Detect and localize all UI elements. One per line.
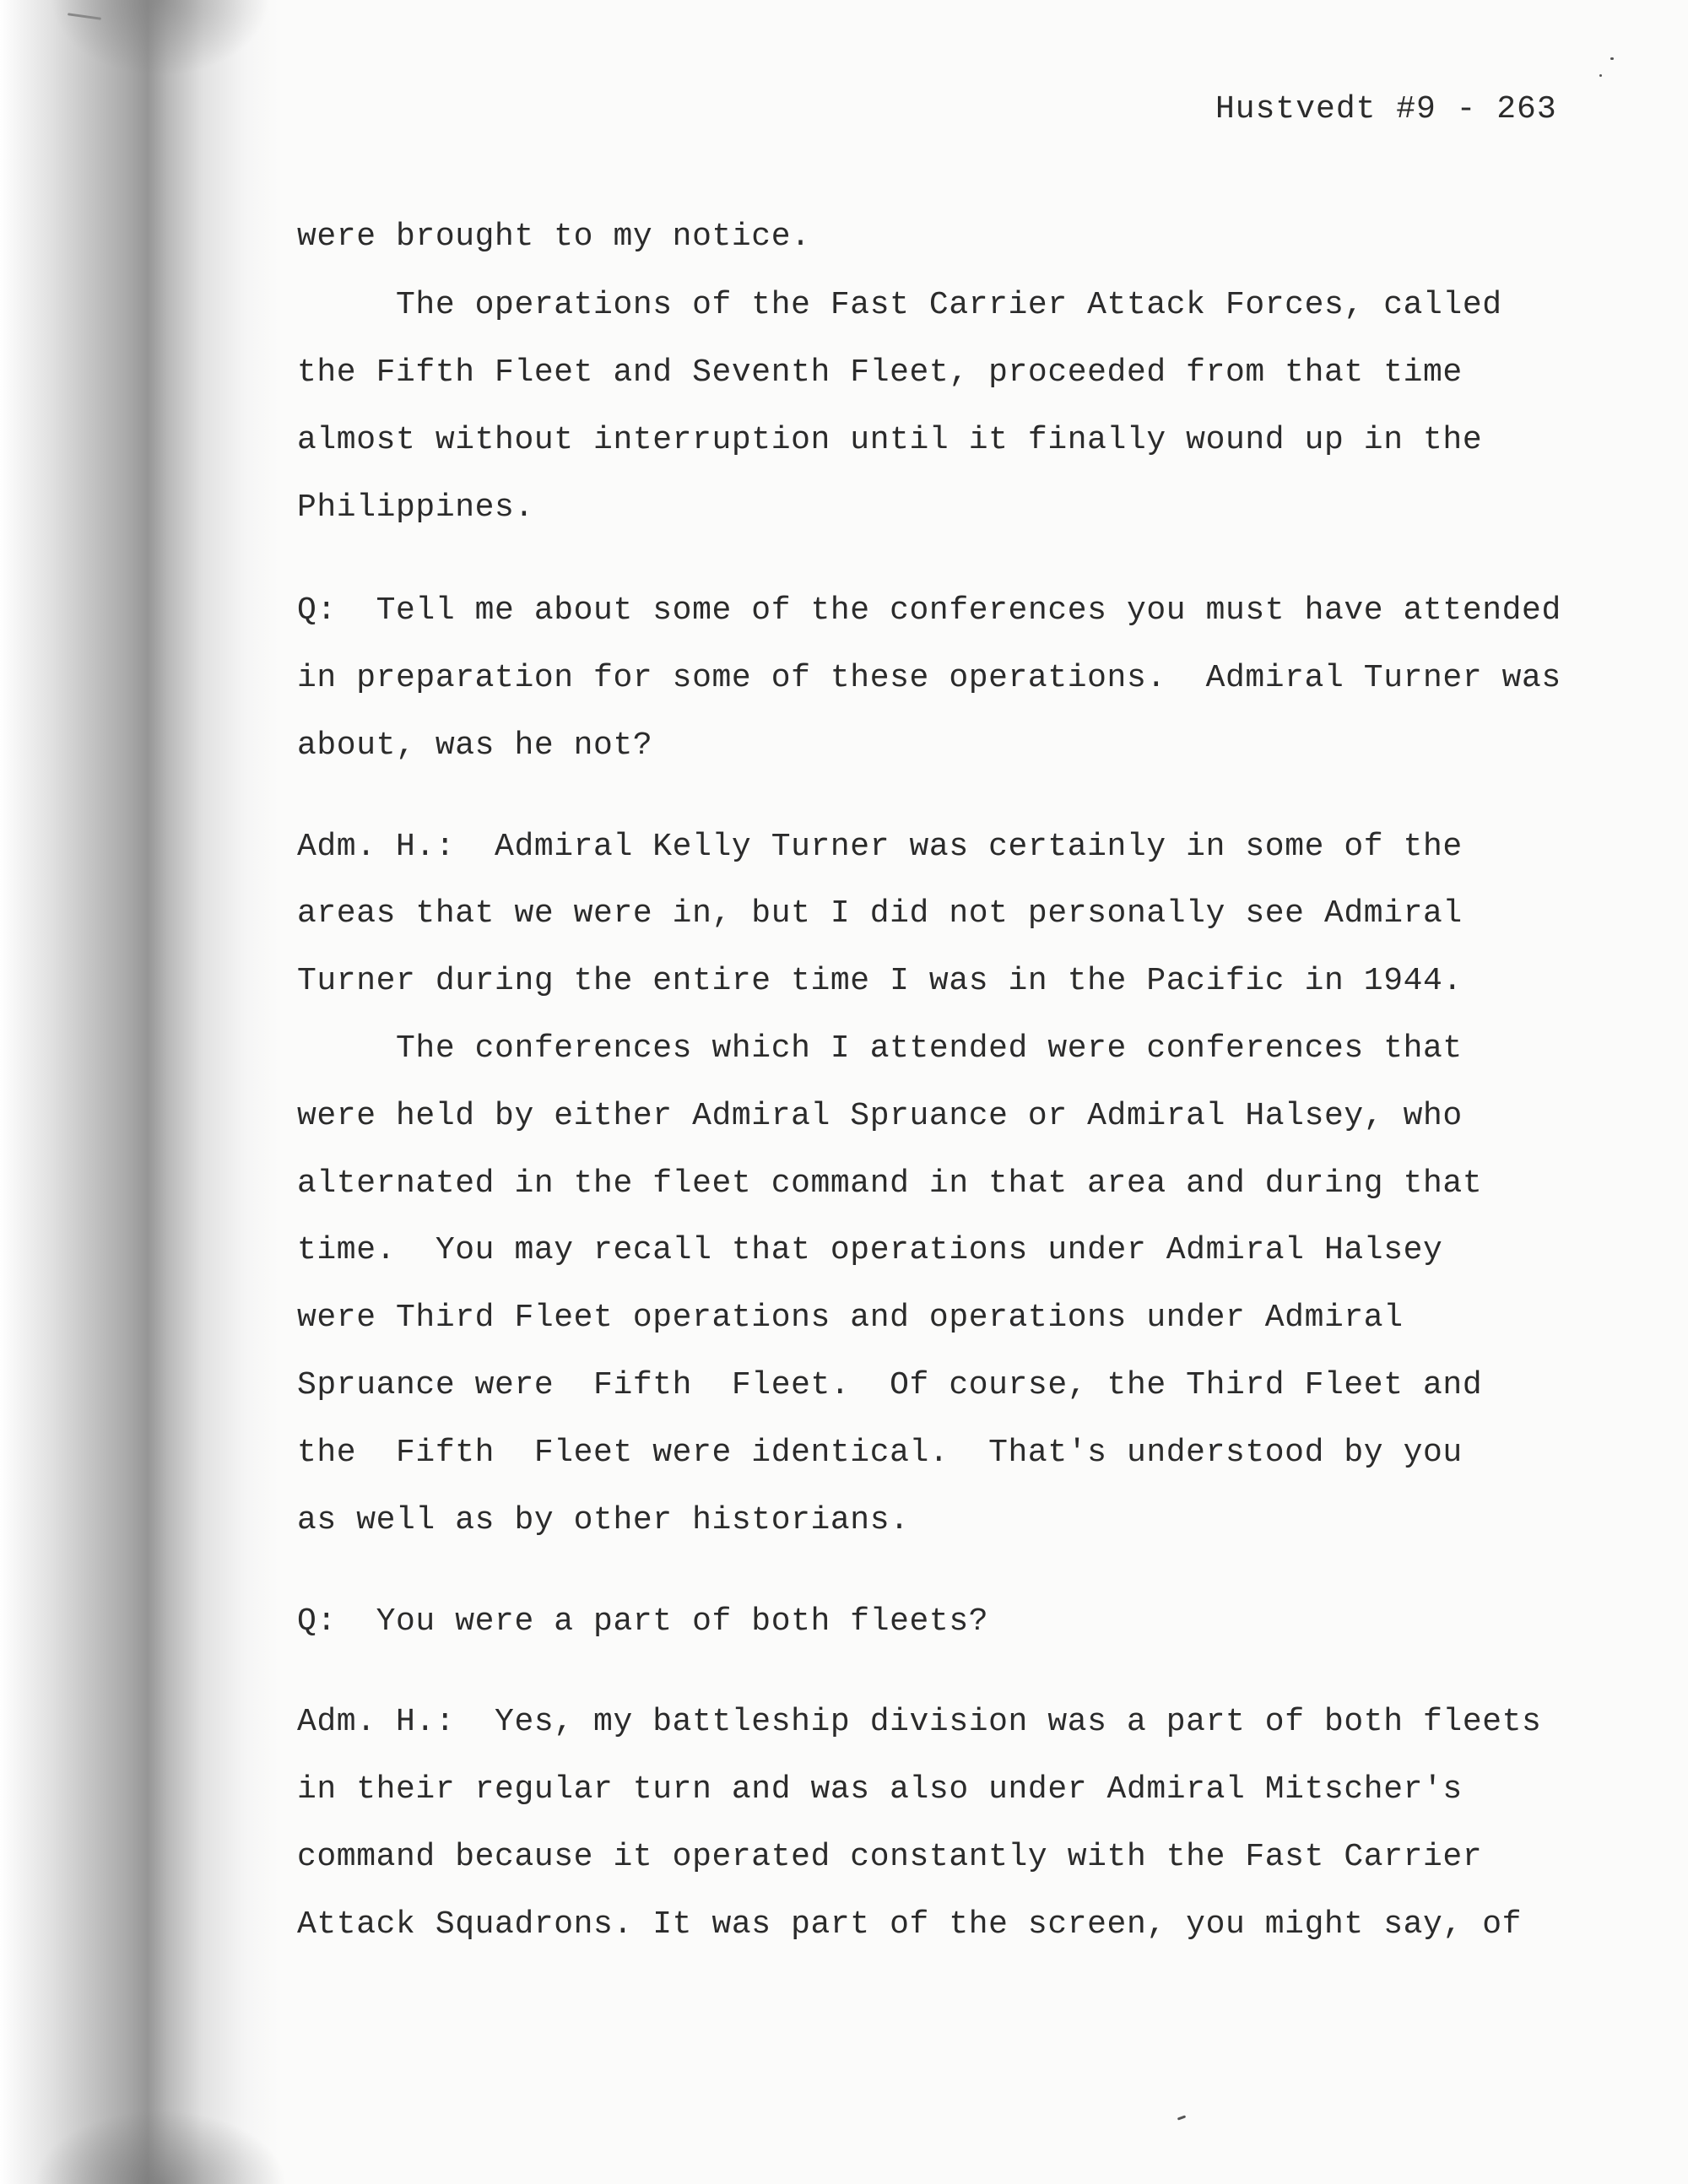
text-line: were Third Fleet operations and operations under Admiral bbox=[297, 1300, 1404, 1336]
answer-line bbox=[297, 1706, 1541, 1738]
question-line bbox=[297, 1603, 989, 1640]
text-line: as well as by other historians. bbox=[297, 1502, 910, 1538]
binding-shadow bbox=[0, 0, 279, 2184]
text-line: time. You may recall that operations under Admiral Halsey bbox=[297, 1232, 1443, 1268]
speaker-label: Q: bbox=[297, 1603, 337, 1640]
text-line: about, was he not? bbox=[297, 727, 653, 764]
page-number: Hustvedt #9 - 263 bbox=[1215, 91, 1557, 127]
binding-shadow-bottom bbox=[34, 2110, 287, 2184]
text-line: You were a part of both fleets? bbox=[336, 1603, 989, 1640]
text-line: Turner during the entire time I was in the Pacific in 1944. bbox=[297, 963, 1463, 999]
question-line bbox=[297, 592, 1561, 629]
text-line: in their regular turn and was also under Admiral Mitscher's bbox=[297, 1771, 1463, 1808]
scan-speck bbox=[1610, 57, 1614, 60]
text-line: command because it operated constantly with the Fast Carrier bbox=[297, 1839, 1483, 1875]
text-line: Philippines. bbox=[297, 489, 534, 526]
text-line: Tell me about some of the conferences you must have attended bbox=[336, 592, 1561, 629]
text-line: alternated in the fleet command in that area and during that bbox=[297, 1165, 1483, 1202]
binding-shadow-top bbox=[51, 0, 270, 76]
text-line: Spruance were Fifth Fleet. Of course, the Third Fleet and bbox=[297, 1367, 1483, 1403]
text-line: The operations of the Fast Carrier Attack Forces, called bbox=[297, 287, 1502, 323]
speaker-label: Q: bbox=[297, 592, 337, 629]
answer-line bbox=[297, 831, 1463, 863]
text-line: in preparation for some of these operations. Admiral Turner was bbox=[297, 660, 1561, 696]
text-line: were held by either Admiral Spruance or Admiral Halsey, who bbox=[297, 1098, 1463, 1134]
speaker-label: Adm. H.: bbox=[297, 1704, 456, 1740]
speaker-label: Adm. H.: bbox=[297, 829, 456, 865]
text-line: Admiral Kelly Turner was certainly in some of the bbox=[455, 829, 1463, 865]
text-line: Yes, my battleship division was a part of both fleets bbox=[455, 1704, 1542, 1740]
text-line: areas that we were in, but I did not personally see Admiral bbox=[297, 895, 1463, 932]
text-line: the Fifth Fleet were identical. That's understood by you bbox=[297, 1435, 1463, 1471]
text-line: The conferences which I attended were conferences that bbox=[297, 1030, 1463, 1067]
scan-speck bbox=[1177, 2115, 1186, 2120]
text-line: Attack Squadrons. It was part of the screen, you might say, of bbox=[297, 1906, 1523, 1943]
text-line: the Fifth Fleet and Seventh Fleet, proceeded from that time bbox=[297, 354, 1463, 391]
text-line: almost without interruption until it finally wound up in the bbox=[297, 422, 1483, 458]
scan-speck bbox=[1599, 74, 1602, 77]
text-line: were brought to my notice. bbox=[297, 219, 811, 255]
